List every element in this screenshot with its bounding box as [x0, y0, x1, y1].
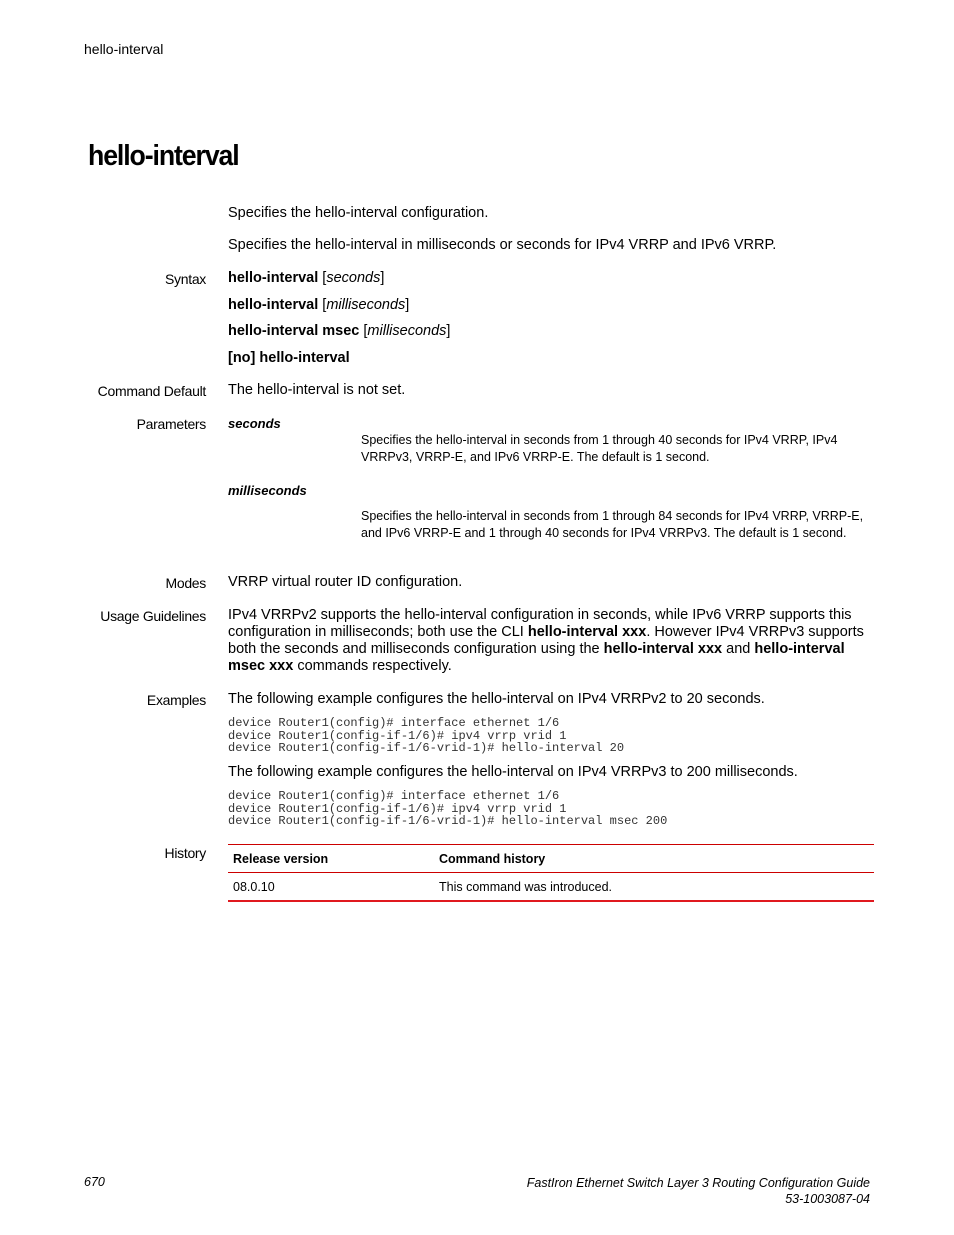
parameter-name: seconds	[228, 416, 281, 431]
section-label-modes: Modes	[165, 575, 206, 591]
syntax-bracket: [	[359, 323, 368, 339]
syntax-line	[228, 323, 868, 340]
syntax-bracket: [	[318, 297, 327, 313]
running-head: hello-interval	[84, 41, 164, 57]
syntax-line	[228, 297, 868, 314]
section-label-usage-guidelines: Usage Guidelines	[100, 608, 206, 624]
table-header-row	[228, 845, 874, 873]
release-version-cell: 08.0.10	[228, 873, 434, 902]
command-history-cell: This command was introduced.	[434, 873, 874, 902]
usage-command: hello-interval xxx	[527, 624, 647, 640]
usage-command: hello-interval msec xxx	[228, 641, 845, 674]
command-default-text: The hello-interval is not set.	[228, 382, 406, 398]
section-label-examples: Examples	[146, 692, 206, 708]
usage-command: hello-interval xxx	[603, 641, 723, 657]
intro-summary: Specifies the hello-interval configuration.	[228, 205, 489, 221]
syntax-argument: milliseconds	[326, 297, 406, 313]
guide-title: FastIron Ethernet Switch Layer 3 Routing Configuration Guide	[526, 1176, 870, 1190]
usage-text: . However IPv4 VRRPv3 supports both the seconds and milliseconds configuration using the	[228, 624, 864, 657]
syntax-bracket: ]	[405, 297, 410, 313]
section-label-syntax: Syntax	[165, 271, 206, 287]
parameter-description: Specifies the hello-interval in seconds from 1 through 84 seconds for IPv4 VRRP, VRRP-E, and IPv6 VRRP-E and 1 through 40 seconds for IPv4 VRRPv3. The default is 1 second.	[361, 509, 864, 540]
syntax-bracket: [	[318, 270, 327, 286]
syntax-command: hello-interval msec	[228, 323, 360, 339]
parameter-description: Specifies the hello-interval in seconds from 1 through 40 seconds for IPv4 VRRP, IPv4 VRRPv3, VRRP-E, and IPv6 VRRP-E. The default is 1 second.	[361, 433, 838, 464]
column-header-command-history: Command history	[434, 845, 874, 873]
example-code-block: device Router1(config)# interface ethernet 1/6 device Router1(config-if-1/6)# ipv4 vrrp vrid 1 device Router1(config-if-1/6-vrid-1)# hello-interval msec 200	[228, 789, 668, 829]
usage-text: IPv4 VRRPv2 supports the hello-interval configuration in seconds, while IPv6 VRRP supports this configuration in milliseconds; both use the CLI	[228, 607, 852, 640]
history-table	[228, 844, 874, 902]
usage-text: and	[722, 641, 755, 657]
table-row	[228, 873, 874, 902]
page-number: 670	[84, 1175, 105, 1189]
example-description: The following example configures the hello-interval on IPv4 VRRPv3 to 200 milliseconds.	[228, 764, 798, 780]
syntax-argument: seconds	[326, 270, 381, 286]
example-code-block: device Router1(config)# interface ethernet 1/6 device Router1(config-if-1/6)# ipv4 vrrp vrid 1 device Router1(config-if-1/6-vrid-1)# hello-interval 20	[228, 716, 625, 756]
syntax-command: [no] hello-interval	[228, 350, 350, 366]
parameter-name: milliseconds	[228, 483, 307, 498]
section-label-command-default: Command Default	[97, 383, 206, 399]
syntax-line	[228, 270, 868, 287]
modes-text: VRRP virtual router ID configuration.	[228, 574, 463, 590]
page-title: hello-interval	[88, 140, 239, 172]
section-label-parameters: Parameters	[136, 416, 206, 432]
column-header-release-version: Release version	[228, 845, 434, 873]
syntax-bracket: ]	[380, 270, 385, 286]
example-description: The following example configures the hello-interval on IPv4 VRRPv2 to 20 seconds.	[228, 691, 765, 707]
syntax-command: hello-interval	[228, 297, 319, 313]
syntax-bracket: ]	[446, 323, 451, 339]
usage-text: commands respectively.	[293, 658, 452, 674]
intro-description: Specifies the hello-interval in milliseconds or seconds for IPv4 VRRP and IPv6 VRRP.	[228, 237, 777, 253]
section-label-history: History	[164, 845, 206, 861]
syntax-command: hello-interval	[228, 270, 319, 286]
usage-guidelines-text	[228, 607, 868, 675]
footer-guide-info	[527, 1175, 870, 1207]
syntax-line	[228, 350, 868, 367]
syntax-argument: milliseconds	[367, 323, 447, 339]
document-number: 53-1003087-04	[785, 1192, 870, 1206]
